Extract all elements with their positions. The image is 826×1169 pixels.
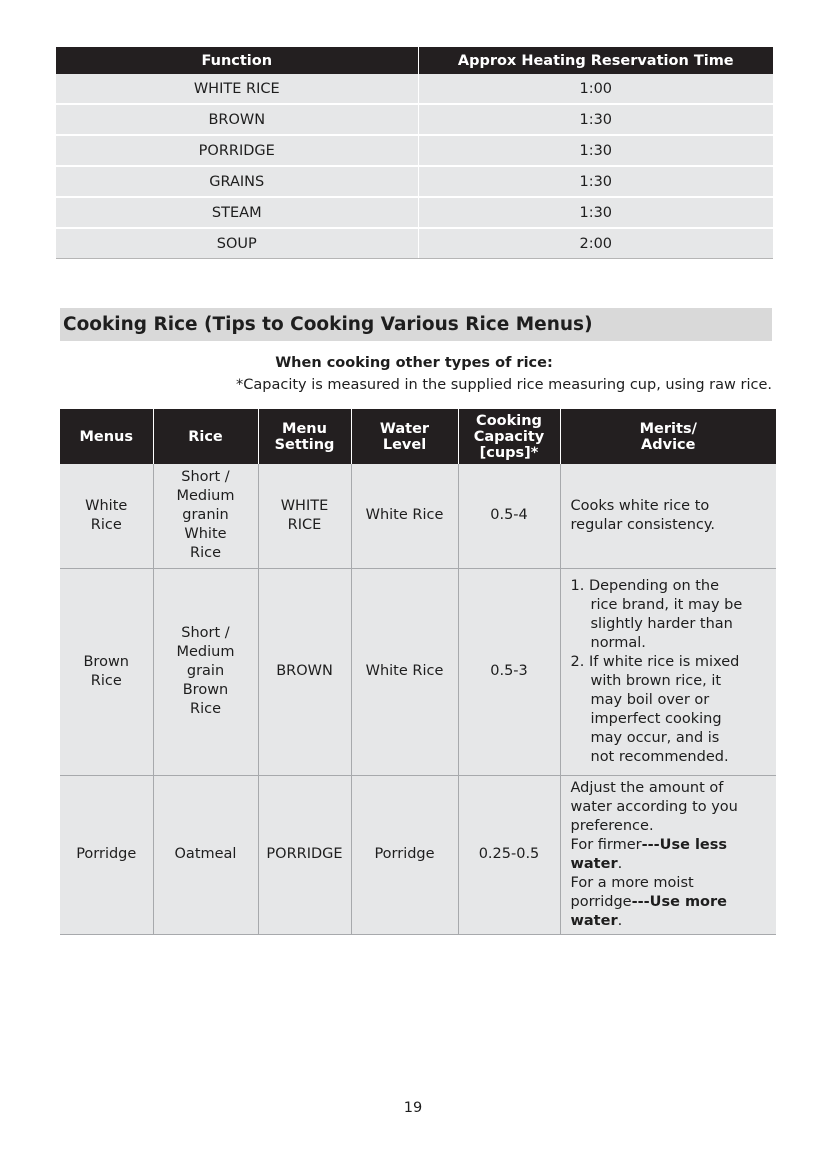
advice-line: preference. xyxy=(570,817,654,834)
water-level-cell: Porridge xyxy=(351,775,458,934)
cell-line: Rice xyxy=(90,672,122,689)
table-row xyxy=(56,228,773,259)
advice-line: regular consistency. xyxy=(570,516,716,533)
header-line: Cooking xyxy=(476,412,542,429)
function-cell: PORRIDGE xyxy=(56,135,418,166)
table-row xyxy=(60,568,776,775)
advice-line: may occur, and is xyxy=(590,729,720,746)
capacity-cell: 0.25-0.5 xyxy=(458,775,560,934)
capacity-cell: 0.5-4 xyxy=(458,464,560,568)
advice-text: . xyxy=(617,855,623,872)
advice-line: rice brand, it may be xyxy=(590,596,743,613)
table-row xyxy=(56,166,773,197)
cell-line: Rice xyxy=(190,545,221,562)
capacity-cell: 0.5-3 xyxy=(458,568,560,775)
function-cell: GRAINS xyxy=(56,166,418,197)
cell-line: grain xyxy=(186,663,225,679)
water-level-cell: White Rice xyxy=(351,568,458,775)
cell-line: Medium xyxy=(176,644,235,660)
function-cell: WHITE RICE xyxy=(56,74,418,104)
advice-cell xyxy=(560,775,776,934)
advice-line xyxy=(571,836,773,855)
advice-line: with brown rice, it xyxy=(590,672,722,689)
rice-cell xyxy=(153,464,258,568)
capacity-note: *Capacity is measured in the supplied rice measuring cup, using raw rice. xyxy=(236,377,772,393)
menu-cell: Porridge xyxy=(60,775,153,934)
advice-line: may boil over or xyxy=(590,691,710,708)
menu-setting-cell: PORRIDGE xyxy=(258,775,351,934)
cell-line: Rice xyxy=(190,701,221,717)
advice-text: . xyxy=(617,912,623,929)
header-line: Capacity xyxy=(473,428,545,445)
header-menus: Menus xyxy=(60,409,153,464)
header-line: Setting xyxy=(274,436,335,453)
advice-emphasis: water xyxy=(570,855,618,872)
cell-line: Medium xyxy=(176,488,235,505)
advice-line: For a more moist xyxy=(570,874,694,891)
section-title: Cooking Rice (Tips to Cooking Various Rice Menus) xyxy=(60,308,772,341)
advice-line: water according to you xyxy=(570,798,738,815)
advice-line: normal. xyxy=(590,634,646,651)
advice-line: 1. Depending on the xyxy=(570,577,720,594)
table-row xyxy=(60,464,776,568)
section-subtitle-text: When cooking other types of rice: xyxy=(275,355,553,371)
header-water-level xyxy=(351,409,458,464)
cell-line: RICE xyxy=(287,516,322,533)
advice-line: imperfect cooking xyxy=(590,710,722,727)
header-line: Merits/ xyxy=(639,420,697,437)
advice-line xyxy=(571,893,773,912)
advice-emphasis: ---Use less xyxy=(641,836,728,853)
advice-text: For firmer xyxy=(570,836,642,853)
time-cell: 2:00 xyxy=(418,228,773,259)
header-line: [cups]* xyxy=(479,444,539,461)
advice-line: Adjust the amount of xyxy=(570,779,724,796)
advice-item-1 xyxy=(571,577,773,653)
header-cooking-capacity xyxy=(458,409,560,464)
section-subtitle xyxy=(0,355,826,371)
table-row xyxy=(56,135,773,166)
advice-cell xyxy=(560,464,776,568)
header-merits-advice xyxy=(560,409,776,464)
table-row xyxy=(60,775,776,934)
page-number: 19 xyxy=(403,1100,423,1116)
table-row xyxy=(56,104,773,135)
time-cell: 1:30 xyxy=(418,166,773,197)
header-line: Menu xyxy=(282,420,327,437)
rice-cell: Oatmeal xyxy=(153,775,258,934)
table-header-row xyxy=(60,409,776,464)
header-line: Advice xyxy=(641,436,696,453)
time-cell: 1:30 xyxy=(418,104,773,135)
menu-cell xyxy=(60,464,153,568)
cell-line: WHITE xyxy=(280,497,329,514)
table-header-row xyxy=(56,47,773,74)
rice-cell xyxy=(153,568,258,775)
water-level-cell: White Rice xyxy=(351,464,458,568)
function-cell: SOUP xyxy=(56,228,418,259)
cell-line: White xyxy=(184,526,227,543)
cell-line: Rice xyxy=(90,516,122,533)
cell-line: White xyxy=(85,497,128,514)
advice-line: Cooks white rice to xyxy=(570,497,710,514)
time-cell: 1:00 xyxy=(418,74,773,104)
cell-line: granin xyxy=(182,507,229,524)
header-reservation-time: Approx Heating Reservation Time xyxy=(418,47,773,74)
table-row xyxy=(56,197,773,228)
header-function: Function xyxy=(56,47,418,74)
advice-emphasis: water xyxy=(570,912,618,929)
advice-line: not recommended. xyxy=(590,748,729,765)
header-line: Water xyxy=(379,420,430,437)
function-cell: BROWN xyxy=(56,104,418,135)
advice-line: slightly harder than xyxy=(590,615,733,632)
time-cell: 1:30 xyxy=(418,197,773,228)
rice-menu-table xyxy=(60,409,776,935)
header-rice: Rice xyxy=(153,409,258,464)
advice-line xyxy=(571,855,773,874)
cell-line: Short / xyxy=(181,469,230,486)
cell-line: Short / xyxy=(181,625,230,641)
table-row xyxy=(56,74,773,104)
advice-cell xyxy=(560,568,776,775)
header-line: Level xyxy=(382,436,427,453)
cell-line: Brown xyxy=(182,682,229,698)
advice-text: porridge xyxy=(570,893,632,910)
reservation-time-table xyxy=(56,47,773,259)
advice-item-2 xyxy=(571,653,773,767)
advice-line xyxy=(571,912,773,931)
time-cell: 1:30 xyxy=(418,135,773,166)
function-cell: STEAM xyxy=(56,197,418,228)
menu-setting-cell xyxy=(258,464,351,568)
advice-line: 2. If white rice is mixed xyxy=(570,653,740,670)
header-menu-setting xyxy=(258,409,351,464)
cell-line: Brown xyxy=(83,653,129,670)
advice-emphasis: ---Use more xyxy=(631,893,728,910)
menu-cell xyxy=(60,568,153,775)
menu-setting-cell: BROWN xyxy=(258,568,351,775)
